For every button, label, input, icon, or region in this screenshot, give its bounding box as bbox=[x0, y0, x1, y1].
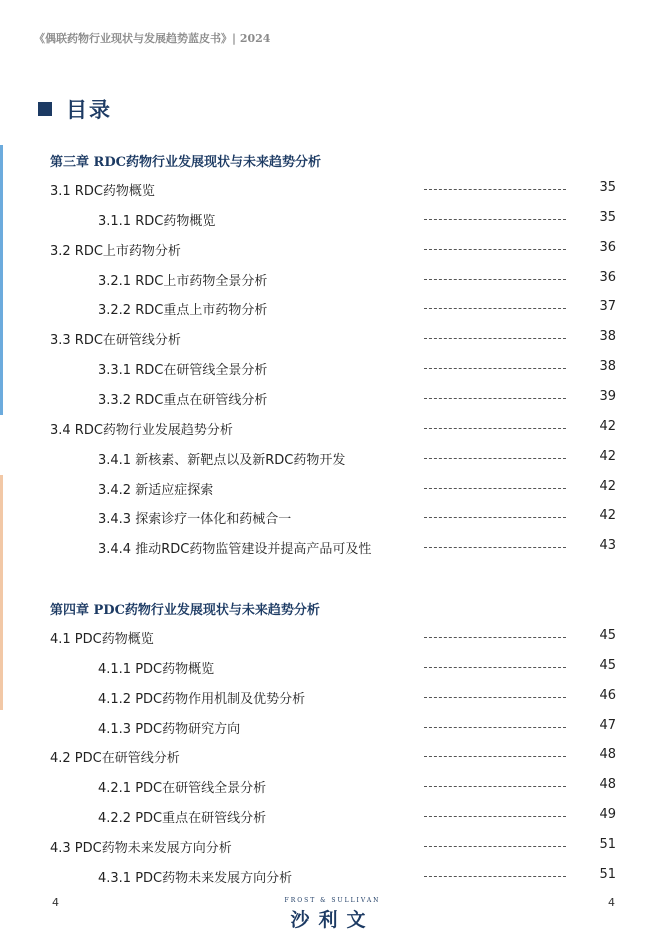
toc-page-number: 38 bbox=[599, 359, 616, 375]
toc-entry-label: 3.4.1 新核素、新靶点以及新RDC药物开发 bbox=[98, 452, 346, 468]
toc-entry[interactable] bbox=[0, 747, 665, 767]
toc-page-number: 36 bbox=[599, 269, 616, 285]
toc-entry-label: 4.1.1 PDC药物概览 bbox=[98, 661, 215, 677]
toc-page-number: 42 bbox=[599, 478, 616, 494]
toc-entry[interactable] bbox=[0, 329, 665, 349]
toc-leader-line bbox=[424, 517, 566, 518]
toc-entry[interactable] bbox=[0, 538, 665, 558]
toc-page-number: 39 bbox=[599, 388, 616, 404]
toc-entry[interactable] bbox=[0, 837, 665, 857]
toc-entry[interactable] bbox=[0, 658, 665, 678]
toc-page-number: 36 bbox=[599, 239, 616, 255]
toc-entry-label: 4.2.2 PDC重点在研管线分析 bbox=[98, 811, 267, 827]
page-number-left: 4 bbox=[52, 896, 59, 909]
toc-leader-line bbox=[424, 846, 566, 847]
chapter-title: 第四章 PDC药物行业发展现状与未来趋势分析 bbox=[50, 603, 320, 618]
toc-leader-line bbox=[424, 667, 566, 668]
toc-entry[interactable] bbox=[0, 210, 665, 230]
toc-page-number: 42 bbox=[599, 418, 616, 434]
toc-entry-label: 3.2 RDC上市药物分析 bbox=[50, 243, 181, 259]
toc-page-number: 49 bbox=[599, 807, 616, 823]
toc-leader-line bbox=[424, 697, 566, 698]
toc-page-number: 47 bbox=[599, 717, 616, 733]
toc-entry-label: 3.2.1 RDC上市药物全景分析 bbox=[98, 273, 268, 289]
toc-heading bbox=[38, 94, 112, 124]
toc-entry[interactable] bbox=[0, 270, 665, 290]
toc-leader-line bbox=[424, 249, 566, 250]
toc-entry-label: 4.3 PDC药物未来发展方向分析 bbox=[50, 840, 232, 856]
toc-entry-label: 3.2.2 RDC重点上市药物分析 bbox=[98, 303, 268, 319]
toc-leader-line bbox=[424, 816, 566, 817]
toc-page-number: 51 bbox=[599, 866, 616, 882]
toc-entry-label: 3.4.3 探索诊疗一体化和药械合一 bbox=[98, 512, 292, 528]
toc-leader-line bbox=[424, 189, 566, 190]
toc-entry[interactable] bbox=[0, 777, 665, 797]
running-header: 《偶联药物行业现状与发展趋势蓝皮书》| 2024 bbox=[34, 32, 271, 45]
toc-page-number: 43 bbox=[599, 538, 616, 554]
logo-english: FROST & SULLIVAN bbox=[284, 897, 381, 904]
toc-page-number: 48 bbox=[599, 777, 616, 793]
toc-leader-line bbox=[424, 368, 566, 369]
toc-entry-label: 3.4.4 推动RDC药物监管建设并提高产品可及性 bbox=[98, 542, 372, 558]
toc-leader-line bbox=[424, 308, 566, 309]
toc-title: 目录 bbox=[66, 97, 112, 122]
toc-entry-label: 4.1.2 PDC药物作用机制及优势分析 bbox=[98, 691, 306, 707]
toc-entry-label: 3.3.2 RDC重点在研管线分析 bbox=[98, 392, 268, 408]
toc-leader-line bbox=[424, 786, 566, 787]
square-bullet-icon bbox=[38, 102, 52, 116]
toc-entry[interactable] bbox=[0, 508, 665, 528]
toc-entry[interactable] bbox=[0, 688, 665, 708]
toc-page-number: 42 bbox=[599, 508, 616, 524]
toc-leader-line bbox=[424, 279, 566, 280]
toc-entry[interactable] bbox=[0, 419, 665, 439]
frost-sullivan-logo bbox=[0, 897, 665, 932]
toc-entry[interactable] bbox=[0, 389, 665, 409]
toc-leader-line bbox=[424, 756, 566, 757]
logo-chinese: 沙利文 bbox=[290, 909, 375, 931]
toc-leader-line bbox=[424, 458, 566, 459]
toc-entry[interactable] bbox=[0, 240, 665, 260]
toc-entry-label: 3.1.1 RDC药物概览 bbox=[98, 213, 216, 229]
toc-entry-label: 4.2 PDC在研管线分析 bbox=[50, 751, 180, 767]
toc-entry[interactable] bbox=[0, 449, 665, 469]
toc-entry-label: 3.4 RDC药物行业发展趋势分析 bbox=[50, 422, 233, 438]
page-number-right: 4 bbox=[608, 896, 615, 909]
toc-entry[interactable] bbox=[0, 359, 665, 379]
toc-entry-label: 4.3.1 PDC药物未来发展方向分析 bbox=[98, 870, 293, 886]
toc-entry[interactable] bbox=[0, 867, 665, 887]
toc-entry-label: 3.3.1 RDC在研管线全景分析 bbox=[98, 363, 268, 379]
toc-leader-line bbox=[424, 547, 566, 548]
toc-leader-line bbox=[424, 219, 566, 220]
toc-leader-line bbox=[424, 637, 566, 638]
toc-entry[interactable] bbox=[0, 299, 665, 319]
toc-page-number: 35 bbox=[599, 209, 616, 225]
toc-entry-label: 4.1.3 PDC药物研究方向 bbox=[98, 721, 241, 737]
toc-page-number: 45 bbox=[599, 628, 616, 643]
toc-entry-label: 3.4.2 新适应症探索 bbox=[98, 482, 214, 498]
toc-leader-line bbox=[424, 876, 566, 877]
toc-page-number: 46 bbox=[599, 687, 616, 703]
toc-entry-label: 4.2.1 PDC在研管线全景分析 bbox=[98, 781, 267, 797]
toc-entry[interactable] bbox=[0, 479, 665, 499]
chapter-title: 第三章 RDC药物行业发展现状与未来趋势分析 bbox=[50, 155, 321, 170]
toc-page-number: 37 bbox=[599, 299, 616, 315]
toc-entry-label: 3.3 RDC在研管线分析 bbox=[50, 333, 181, 349]
toc-entry[interactable] bbox=[0, 807, 665, 827]
toc-leader-line bbox=[424, 488, 566, 489]
toc-entry-label: 4.1 PDC药物概览 bbox=[50, 632, 154, 647]
toc-entry[interactable] bbox=[0, 628, 665, 648]
toc-entry-label: 3.1 RDC药物概览 bbox=[50, 184, 155, 199]
toc-leader-line bbox=[424, 727, 566, 728]
toc-page-number: 45 bbox=[599, 657, 616, 673]
toc-page-number: 38 bbox=[599, 329, 616, 345]
toc-page-number: 51 bbox=[599, 836, 616, 852]
toc-leader-line bbox=[424, 428, 566, 429]
toc-entry[interactable] bbox=[0, 718, 665, 738]
toc-leader-line bbox=[424, 338, 566, 339]
toc-page-number: 42 bbox=[599, 448, 616, 464]
toc-page-number: 35 bbox=[599, 180, 616, 195]
toc-leader-line bbox=[424, 398, 566, 399]
toc-entry[interactable] bbox=[0, 180, 665, 200]
toc-page-number: 48 bbox=[599, 747, 616, 763]
